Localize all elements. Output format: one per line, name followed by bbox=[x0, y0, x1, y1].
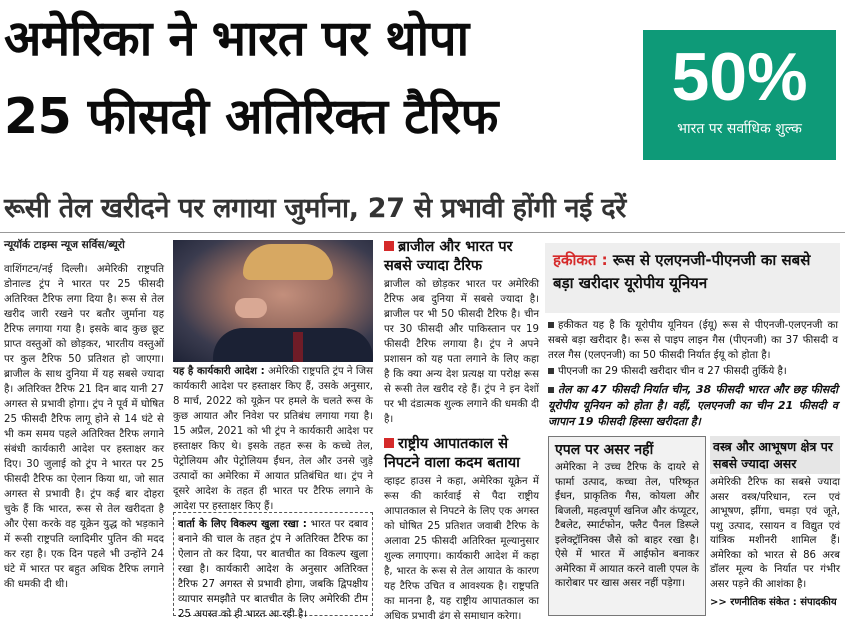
bullet-text: पीएनजी का 29 फीसदी खरीदार चीन व 27 फीसदी तुर्किये है। bbox=[558, 366, 787, 377]
fact-text: रूस से एलएनजी-पीएनजी का सबसे बड़ा खरीदार यूरोपीय यूनियन bbox=[553, 251, 811, 292]
divider bbox=[0, 232, 845, 233]
headline-line-2: 25 फीसदी अतिरिक्त टैरिफ bbox=[4, 88, 498, 145]
photo-tie bbox=[293, 332, 303, 362]
textiles-box bbox=[710, 436, 840, 616]
column-2-text: अमेरिकी राष्ट्रपति ट्रंप ने जिस कार्यकारी आदेश पर हस्ताक्षर किए हैं, उसके अनुसार, 8 मार्च, 2022 को यूक्रेन पर हमले के चलते रूस के कुछ आयात और निवेश पर प्रतिबंध लगाया गया है। 15 अप्रैल, 2021 को भी ट्रंप ने कार्यकारी आदेश पर हस्ताक्षर किए थे। इसके तहत रूस के कच्चे तेल, पेट्रोलियम और पेट्रोलियम ईंधन, तेल और उनसे जुड़े उत्पादों का अमेरिका में आयात प्रतिबंधित था। ट्रंप ने दूसरे आदेश के तहत ही भारत पर टैरिफ लगाने के आदेश पर हस्ताक्षर किए हैं। bbox=[173, 366, 373, 512]
section-brazil-text: ब्राजील को छोड़कर भारत पर अमेरिकी टैरिफ अब दुनिया में सबसे ज्यादा है। ब्राजील पर भी 50 फीसदी टैरिफ है। चीन पर 30 फीसदी और पाकिस्तान पर 19 फीसदी टैरिफ लगाया है। ट्रंप ने अपने प्रशासन को यह पता लगाने के लिए कहा है कि क्या अन्य देश प्रत्यक्ष या परोक्ष रूस से रूसी तेल खरीद रहे हैं। ट्रंप ने इन देशों पर भी दंडात्मक शुल्क लगाने की धमकी दी है। bbox=[384, 279, 539, 425]
textiles-box-title: वस्त्र और आभूषण क्षेत्र पर सबसे ज्यादा असर bbox=[710, 436, 840, 474]
column-2-lead: यह है कार्यकारी आदेश : bbox=[173, 366, 265, 377]
impact-box-title: एपल पर असर नहीं bbox=[555, 442, 654, 458]
bullet-text: तेल का 47 फीसदी निर्यात चीन, 38 फीसदी भारत और छह फीसदी यूरोपीय यूनियन को होता है। वहीं, एलएनजी का चीन 21 फीसदी व जापान 19 फीसदी हिस्सा खरीदता है। bbox=[548, 383, 838, 428]
bullet-item bbox=[548, 318, 838, 363]
headline-line-1: अमेरिका ने भारत पर थोपा bbox=[4, 10, 469, 67]
bullet-icon bbox=[548, 387, 554, 393]
article-column-1: वाशिंगटन/नई दिल्ली। अमेरिकी राष्ट्रपति डोनाल्ड ट्रंप ने भारत पर 25 फीसदी अतिरिक्त टैरिफ लगा दिया है। रूस से तेल खरीद जारी रखने पर बतौर जुर्माना यह टैरिफ लगाया गया है। इसके बाद कुछ छूट प्राप्त वस्तुओं को छोड़कर, भारतीय वस्तुओं पर कुल टैरिफ 50 प्रतिशत हो जाएगा। ब्राजील के साथ दुनिया में यह सबसे ज्यादा है। अतिरिक्त टैरिफ 21 दिन बाद यानी 27 अगस्त से प्रभावी होगा। ट्रंप ने पूर्व में घोषित 25 फीसदी टैरिफ लागू होने से 14 घंटे से भी कम समय पहले अतिरिक्त टैरिफ लगाने संबंधी कार्यकारी आदेश पर हस्ताक्षर कर दिए। 30 जुलाई को ट्रंप ने भारत पर 25 फीसदी टैरिफ का ऐलान किया था, जो सात अगस्त से प्रभावी है। ट्रंप कई बार दोहरा चुके हैं कि भारत, रूस से तेल खरीदता है और ऐसा करके वह यूक्रेन युद्ध को भड़काने में रूसी राष्ट्रपति व्लादिमीर पुतिन की मदद कर रहा है। एक दिन पहले भी उन्होंने 24 घंटे में भारत पर बहुत अधिक टैरिफ लगाने की धमकी दी थी। bbox=[4, 264, 164, 590]
red-square-icon bbox=[384, 241, 394, 251]
subheadline: रूसी तेल खरीदने पर लगाया जुर्माना, 27 से प्रभावी होंगी नई दरें bbox=[4, 193, 627, 224]
article-column-2 bbox=[173, 364, 373, 514]
fact-box bbox=[545, 243, 840, 313]
bullet-text: हकीकत यह है कि यूरोपीय यूनियन (ईयू) रूस से पीएनजी-एलएनजी का सबसे बड़ा खरीदार है। रूस से पाइप लाइन गैस (पीएनजी) का 37 फीसदी व तरल गैस (एलएनजी) का 50 फीसदी निर्यात ईयू को होता है। bbox=[548, 320, 838, 361]
editorial-signature: >> रणनीतिक संकेत : संपादकीय bbox=[710, 597, 837, 608]
bullet-item bbox=[548, 364, 838, 379]
bullet-icon bbox=[548, 368, 554, 374]
bullet-item bbox=[548, 382, 838, 430]
bullet-icon bbox=[548, 322, 554, 328]
textiles-box-text: अमेरिकी टैरिफ का सबसे ज्यादा असर वस्त्र/परिधान, रत्न एवं आभूषण, झींगा, चमड़ा एवं जूते, पशु उत्पाद, रसायन व विद्युत एवं यांत्रिक मशीनरी शामिल हैं। अमेरिका को भारत से 86 अरब डॉलर मूल्य के निर्यात पर गंभीर असर पड़ने की आशंका है। bbox=[710, 477, 840, 590]
talks-box-lead: वार्ता के लिए विकल्प खुला रखा : bbox=[178, 519, 307, 530]
talks-box bbox=[173, 512, 373, 620]
section-brazil-heading bbox=[384, 238, 539, 276]
section-emergency-heading bbox=[384, 435, 539, 473]
photo-hand bbox=[235, 298, 267, 318]
section-emergency-heading-text: राष्ट्रीय आपातकाल से निपटने वाला कदम बताया bbox=[384, 436, 520, 471]
promo-percent: 50% bbox=[671, 39, 808, 115]
section-brazil-heading-text: ब्राजील और भारत पर सबसे ज्यादा टैरिफ bbox=[384, 239, 513, 274]
impact-box-text: अमेरिका ने उच्च टैरिफ के दायरे से फार्मा उत्पाद, कच्चा तेल, परिष्कृत ईंधन, प्राकृतिक गैस, कोयला और बिजली, महत्वपूर्ण खनिज और कंप्यूटर, टैबलेट, स्मार्टफोन, फ्लैट पैनल डिस्प्ले इलेक्ट्रॉनिक्स जैसे को बाहर रखा है। ऐसे में भारत में आईफोन बनाकर अमेरिका में आयात करने वाली एपल के कारोबार पर खास असर नहीं पड़ेगा। bbox=[555, 462, 699, 589]
section-emergency-text: व्हाइट हाउस ने कहा, अमेरिका यूक्रेन में रूस की कार्रवाई से पैदा राष्ट्रीय आपातकाल से निपटने के लिए एक अगस्त को घोषित 25 प्रतिशत जवाबी टैरिफ के अलावा 25 फीसदी अतिरिक्त मूल्यानुसार शुल्क लगाएगा। कार्यकारी आदेश में कहा है, भारत के रूस से तेल आयात के कारण यह टैरिफ उचित व आवश्यक है। राष्ट्रपति का मानना है, यह राष्ट्रीय आपातकाल का अधिक प्रभावी ढंग से समाधान करेगा। bbox=[384, 476, 539, 622]
news-photo bbox=[173, 240, 373, 362]
fact-label: हकीकत : bbox=[553, 251, 608, 269]
photo-hair bbox=[243, 244, 333, 280]
impact-box bbox=[548, 436, 706, 616]
headline bbox=[4, 2, 634, 158]
promo-box bbox=[643, 30, 836, 160]
red-square-icon bbox=[384, 438, 394, 448]
talks-box-text: भारत पर दबाव बनाने की चाल के तहत ट्रंप ने अतिरिक्त टैरिफ का ऐलान तो कर दिया, पर बातचीत का विकल्प खुला रखा है। कार्यकारी आदेश के अनुसार अतिरिक्त टैरिफ 27 अगस्त से प्रभावी होगा, जबकि द्विपक्षीय व्यापार समझौते पर बातचीत के लिए अमेरिकी टीम 25 अगस्त को ही भारत आ रही है। bbox=[178, 519, 368, 620]
promo-caption: भारत पर सर्वाधिक शुल्क bbox=[677, 121, 802, 137]
byline: न्यूयॉर्क टाइम्स न्यूज सर्विस/ब्यूरो bbox=[4, 239, 125, 251]
